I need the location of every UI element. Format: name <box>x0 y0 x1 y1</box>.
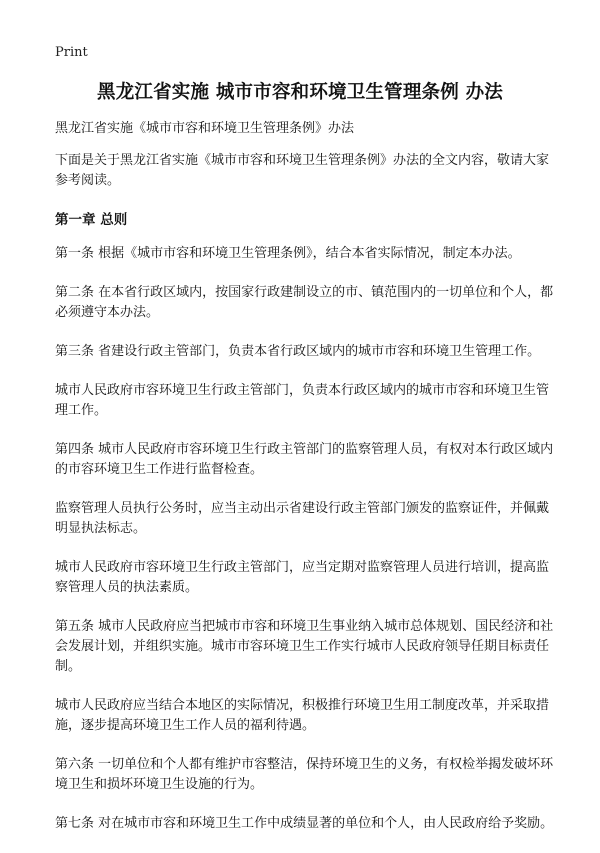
article-4-clause-2: 监察管理人员执行公务时，应当主动出示省建设行政主管部门颁发的监察证件，并佩戴明显执法标志。 <box>55 501 550 536</box>
article-5: 第五条 城市人民政府应当把城市市容和环境卫生事业纳入城市总体规划、国民经济和社会发展计划，并组织实施。城市市容环境卫生工作实行城市人民政府领导任期目标责任制。 <box>55 619 554 674</box>
article-6: 第六条 一切单位和个人都有维护市容整洁，保持环境卫生的义务，有权检举揭发破坏环境卫生和损坏环境卫生设施的行为。 <box>55 757 554 792</box>
article-3-clause-2: 城市人民政府市容环境卫生行政主管部门，负责本行政区域内的城市市容和环境卫生管理工作。 <box>55 383 550 418</box>
document-title: 黑龙江省实施 城市市容和环境卫生管理条例 办法 <box>97 82 503 103</box>
document-body <box>55 119 555 853</box>
article-2: 第二条 在本省行政区域内，按国家行政建制设立的市、镇范围内的一切单位和个人，都必须遵守本办法。 <box>55 285 554 320</box>
document-subtitle: 黑龙江省实施《城市市容和环境卫生管理条例》办法 <box>55 121 355 136</box>
article-7: 第七条 对在城市市容和环境卫生工作中成绩显著的单位和个人，由人民政府给予奖励。 <box>55 816 554 831</box>
article-5-clause-2: 城市人民政府应当结合本地区的实际情况，积极推行环境卫生用工制度改革，并采取措施，逐步提高环境卫生工作人员的福利待遇。 <box>55 698 550 733</box>
print-link[interactable]: Print <box>55 45 88 60</box>
article-3: 第三条 省建设行政主管部门，负责本省行政区域内的城市市容和环境卫生管理工作。 <box>55 344 541 359</box>
intro-paragraph: 下面是关于黑龙江省实施《城市市容和环境卫生管理条例》办法的全文内容，敬请大家参考阅读。 <box>55 153 550 188</box>
article-1: 第一条 根据《城市市容和环境卫生管理条例》，结合本省实际情况，制定本办法。 <box>55 246 521 261</box>
chapter-heading: 第一章 总则 <box>55 212 128 228</box>
article-4: 第四条 城市人民政府市容环境卫生行政主管部门的监察管理人员，有权对本行政区域内的市容环境卫生工作进行监督检查。 <box>55 442 554 477</box>
article-4-clause-3: 城市人民政府市容环境卫生行政主管部门，应当定期对监察管理人员进行培训，提高监察管理人员的执法素质。 <box>55 560 550 595</box>
